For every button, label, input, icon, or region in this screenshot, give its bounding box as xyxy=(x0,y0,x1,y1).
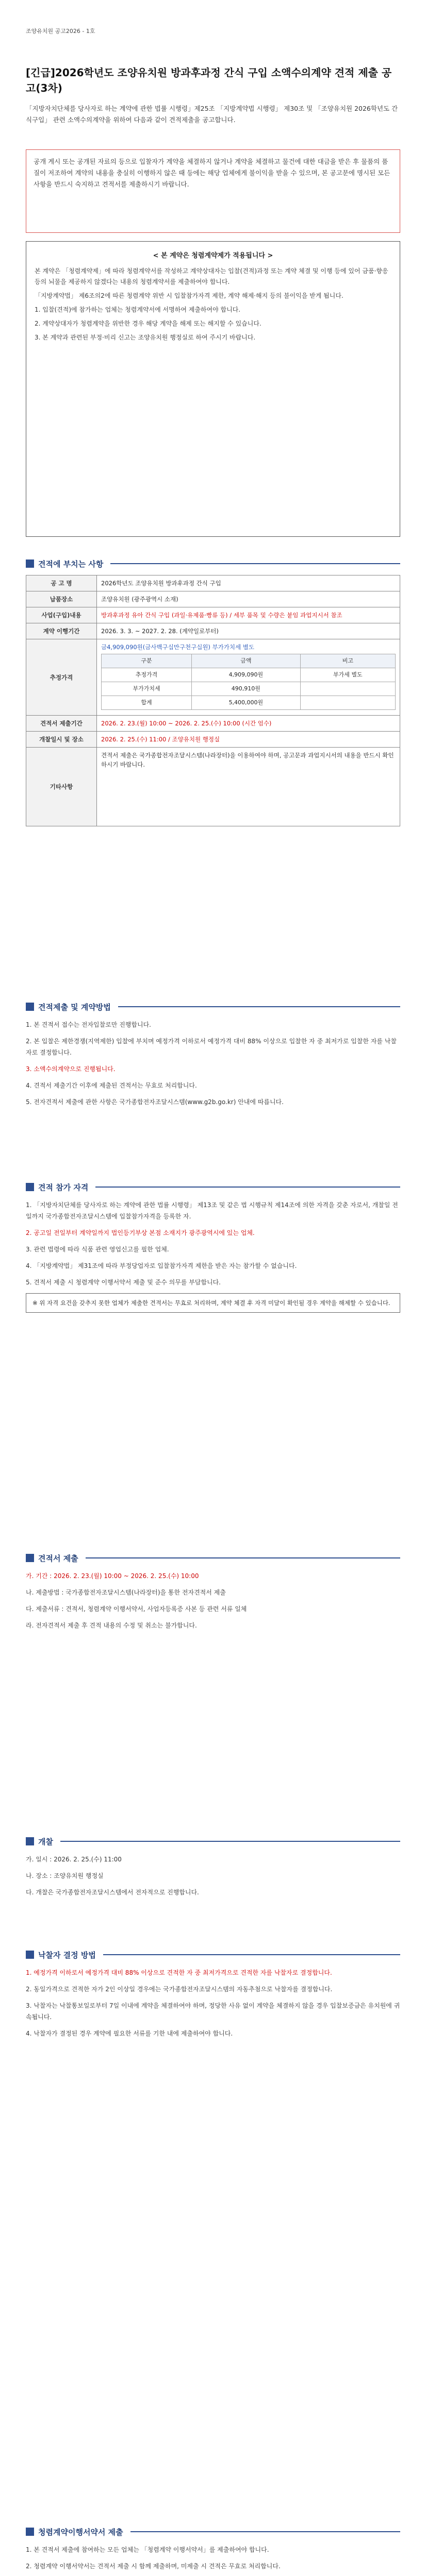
warning-box xyxy=(26,149,400,233)
section-square-icon xyxy=(26,560,34,568)
eligibility-note-box: ※ 위 자격 요건을 갖추지 못한 업체가 제출한 견적서는 무효로 처리하며, 계약 체결 후 자격 미달이 확인될 경우 계약을 해제할 수 있습니다. xyxy=(26,1293,400,1313)
section-square-icon xyxy=(26,1837,34,1845)
section-divider xyxy=(86,1557,400,1558)
table-row: 부가가치세 490,910원 xyxy=(102,682,396,696)
section-square-icon xyxy=(26,1951,34,1959)
table-row: 합계 5,400,000원 xyxy=(102,696,396,710)
section-heading: 견적에 부치는 사항 xyxy=(26,556,400,571)
price-breakdown-table: 구분 금액 비고 추정가격 4,909,090원 부가세 별도 부가가치세 490,910원 합계 5,400,000원 xyxy=(101,654,396,710)
section-square-icon xyxy=(26,1183,34,1191)
section-square-icon xyxy=(26,1003,34,1011)
section-submission: 견적서 제출 가. 기간 : 2026. 2. 23.(월) 10:00 ~ 2026. 2. 25.(수) 10:00 나. 제출방법 : 국가종합전자조달시스템(나라장터)을 통한 전자견적서 제출 다. 제출서류 : 견적서, 청렴계약 이행서약서, 사업자등록증 사본 등 관련 서류 일체 라. 전자견적서 제출 후 견적 내용의 수정 및 취소는 불가합니다. xyxy=(26,1551,400,1636)
section-heading: 견적제출 및 계약방법 xyxy=(26,999,400,1014)
table-row: 공 고 명 2026학년도 조양유치원 방과후과정 간식 구입 xyxy=(26,575,400,591)
integrity-notice-para: 1. 입찰(견적)에 참가하는 업체는 청렴계약서에 서명하여 제출하여야 합니다. xyxy=(35,306,241,313)
table-row: 추정가격 4,909,090원 부가세 별도 xyxy=(102,668,396,682)
warning-text: 공개 게시 또는 공개된 자료의 등으로 입찰자가 계약을 체결하지 않거나 계약을 체결하고 물건에 대한 대금을 받은 후 물품의 품질이 저조하여 계약의 내용을 충실히 이행하지 않은 때 등에는 해당 업체에게 불이익을 받을 수 있으며, 본 공고문에 명시된 모든 사항을 반드시 숙지하고 견적서를 제출하시기 바랍니다. xyxy=(34,158,390,188)
table-row: 납품장소 조양유치원 (광주광역시 소재) xyxy=(26,591,400,607)
section-bid-method: 견적제출 및 계약방법 1. 본 견적서 접수는 전자입찰로만 진행합니다. 2. 본 입찰은 제한경쟁(지역제한) 입찰에 부치며 예정가격 이하로서 예정가격 대비 88% 이상으로 입찰한 자 중 최저가로 입찰한 자를 낙찰자로 결정합니다. 3. 소액수의계약으로 진행됩니다. 4. 견적서 제출기간 이후에 제출된 견적서는 무효로 처리합니다. 5. 전자견적서 제출에 관한 사항은 국가종합전자조달시스템(www.g2b.go.kr) 안내에 따릅니다. xyxy=(26,999,400,1113)
page-title: [긴급]2026학년도 조양유치원 방과후과정 간식 구입 소액수의계약 견적 제출 공고(3차) xyxy=(26,66,392,94)
section-heading: 청렴계약이행서약서 제출 xyxy=(26,2524,400,2539)
table-row: 견적서 제출기간 2026. 2. 23.(월) 10:00 ~ 2026. 2. 25.(수) 10:00 (시간 엄수) xyxy=(26,716,400,732)
table-row: 개찰일시 및 장소 2026. 2. 25.(수) 11:00 / 조양유치원 행정실 xyxy=(26,732,400,748)
table-row: 사업(구입)내용 방과후과정 유아 간식 구입 (과일·유제품·빵류 등) / 세부 품목 및 수량은 붙임 과업지시서 참조 xyxy=(26,607,400,623)
intro-paragraph: 「지방자치단체를 당사자로 하는 계약에 관한 법률 시행령」제25조 「지방계약법 시행령」 제30조 및 「조양유치원 2026학년도 간식구입」 관련 소액수의계약을 위하여 다음과 같이 견적제출을 공고합니다. xyxy=(26,105,398,124)
table-row: 계약 이행기간 2026. 3. 3. ~ 2027. 2. 28. (계약일로부터) xyxy=(26,623,400,639)
section-divider xyxy=(60,1841,400,1842)
integrity-notice-para: 「지방계약법」 제6조의2에 따른 청렴계약 위반 시 입찰참가자격 제한, 계약 해제·해지 등의 불이익을 받게 됩니다. xyxy=(35,292,343,299)
estimated-price: 금4,909,090원(금사백구십만구천구십원) 부가가치세 별도 xyxy=(101,643,254,651)
integrity-notice-para: 본 계약은 「청렴계약제」에 따라 청렴계약서를 작성하고 계약상대자는 입찰(견적)과정 또는 계약 체결 및 이행 등에 있어 금품·향응 등의 뇌물을 제공하지 않겠다는 내용의 청렴계약서를 제출하여야 합니다. xyxy=(35,267,388,285)
section-heading: 개찰 xyxy=(26,1834,400,1849)
integrity-notice-para: 2. 계약상대자가 청렴계약을 위반한 경우 해당 계약을 해제 또는 해지할 수 있습니다. xyxy=(35,320,261,327)
section-heading: 낙찰자 결정 방법 xyxy=(26,1947,400,1962)
integrity-notice-heading: < 본 계약은 청렴계약제가 적용됩니다 > xyxy=(153,252,273,260)
section-opening: 개찰 가. 일시 : 2026. 2. 25.(수) 11:00 나. 장소 : 조양유치원 행정실 다. 개찰은 국가종합전자조달시스템에서 전자적으로 진행합니다. xyxy=(26,1834,400,1903)
section-integrity-pledge: 청렴계약이행서약서 제출 1. 본 견적서 제출에 참여하는 모든 업체는 「청렴계약 이행서약서」를 제출하여야 합니다. 2. 청렴계약 이행서약서는 견적서 제출 시 함께 제출하며, 미제출 시 견적은 무효로 처리합니다. xyxy=(26,2524,400,2576)
section-divider xyxy=(110,563,400,564)
table-row: 추정가격 금4,909,090원(금사백구십만구천구십원) 부가가치세 별도 구분 금액 비고 추정가격 4,909,090원 부가세 별도 부가가치세 490,910원 합계 5,400,000원 xyxy=(26,639,400,716)
integrity-notice-box xyxy=(26,241,400,537)
section-square-icon xyxy=(26,1554,34,1562)
section-square-icon xyxy=(26,2528,34,2536)
document-number: 조양유치원 공고2026 - 1호 xyxy=(26,28,95,35)
section-bid-items xyxy=(26,556,400,826)
section-award-method: 낙찰자 결정 방법 1. 예정가격 이하로서 예정가격 대비 88% 이상으로 견적한 자 중 최저가격으로 견적한 자를 낙찰자로 결정합니다. 2. 동일가격으로 견적한 자가 2인 이상일 경우에는 국가종합전자조달시스템의 자동추첨으로 낙찰자를 결정합니다. 3. 낙찰자는 낙찰통보일로부터 7일 이내에 계약을 체결하여야 하며, 정당한 사유 없이 계약을 체결하지 않을 경우 입찰보증금은 유치원에 귀속됩니다. 4. 낙찰자가 결정된 경우 계약에 필요한 서류를 기한 내에 제출하여야 합니다. xyxy=(26,1947,400,2044)
integrity-notice-para: 3. 본 계약과 관련된 부정·비리 신고는 조양유치원 행정실로 하여 주시기 바랍니다. xyxy=(35,334,256,341)
section-divider xyxy=(103,1954,400,1955)
section-divider xyxy=(130,2531,400,2532)
bid-info-table xyxy=(26,575,400,826)
section-divider xyxy=(95,1187,400,1188)
section-heading: 견적 참가 자격 xyxy=(26,1180,400,1194)
section-heading: 견적서 제출 xyxy=(26,1551,400,1565)
section-divider xyxy=(118,1006,400,1007)
table-row: 기타사항 견적서 제출은 국가종합전자조달시스템(나라장터)을 이용하여야 하며, 공고문과 과업지시서의 내용을 반드시 확인하시기 바랍니다. xyxy=(26,748,400,826)
section-eligibility: 견적 참가 자격 1. 「지방자치단체를 당사자로 하는 계약에 관한 법률 시행령」 제13조 및 같은 법 시행규칙 제14조에 의한 자격을 갖춘 자로서, 개찰일 전일까지 국가종합전자조달시스템에 입찰참가자격을 등록한 자. 2. 공고일 전일부터 계약일까지 법인등기부상 본점 소재지가 광주광역시에 있는 업체. 3. 관련 법령에 따라 식품 관련 영업신고를 필한 업체. 4. 「지방계약법」 제31조에 따라 부정당업자로 입찰참가자격 제한을 받은 자는 참가할 수 없습니다. 5. 견적서 제출 시 청렴계약 이행서약서 제출 및 준수 의무를 부담합니다. ※ 위 자격 요건을 갖추지 못한 업체가 제출한 견적서는 무효로 처리하며, 계약 체결 후 자격 미달이 확인될 경우 계약을 해제할 수 있습니다. xyxy=(26,1180,400,1313)
